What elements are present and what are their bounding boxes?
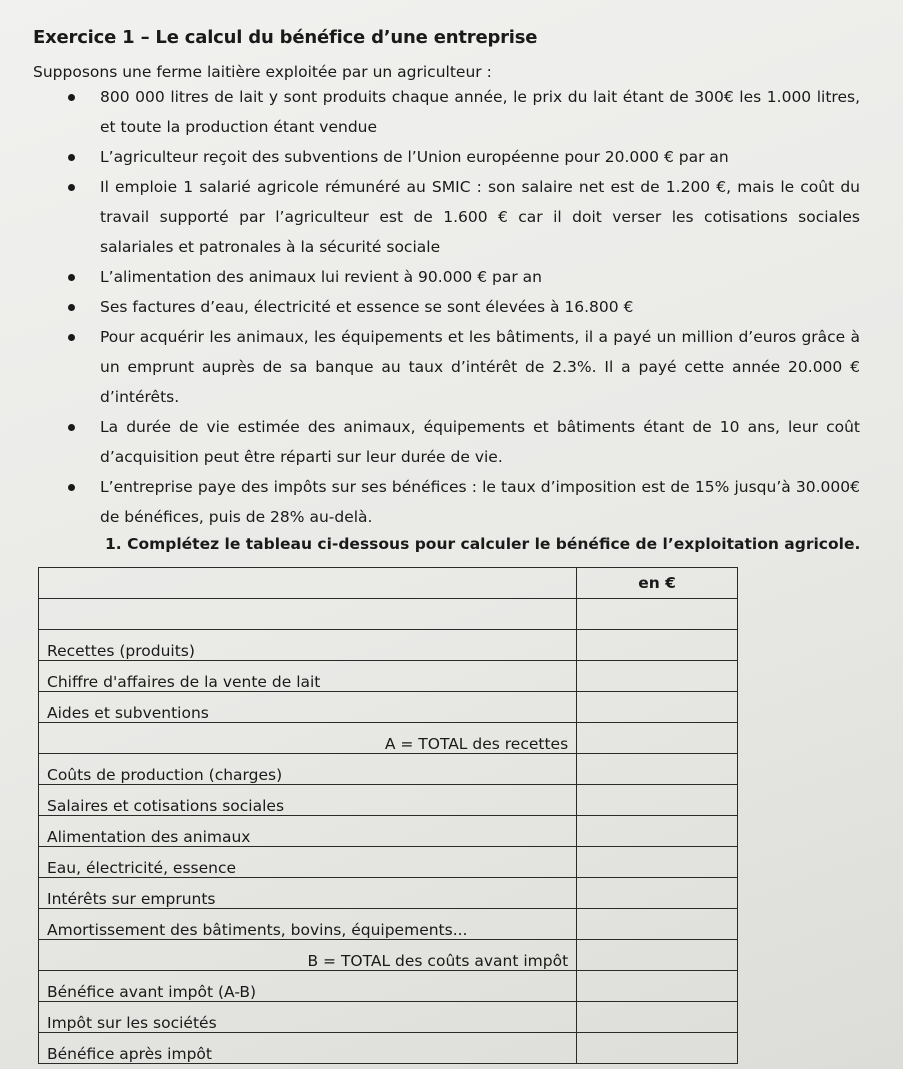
fact-utilities: Ses factures d’eau, électricité et essence se sont élevées à 16.800 € bbox=[60, 292, 860, 322]
row-label-blank bbox=[39, 599, 577, 630]
table-row bbox=[39, 692, 738, 723]
row-label-recettes: Recettes (produits) bbox=[39, 630, 577, 661]
table-row bbox=[39, 971, 738, 1002]
table-row bbox=[39, 878, 738, 909]
value-cell-amortissement[interactable] bbox=[577, 909, 738, 940]
row-label-impot: Impôt sur les sociétés bbox=[39, 1002, 577, 1033]
table-row bbox=[39, 940, 738, 971]
value-cell-chiffre-affaires[interactable] bbox=[577, 661, 738, 692]
table-row bbox=[39, 909, 738, 940]
row-label-couts: Coûts de production (charges) bbox=[39, 754, 577, 785]
value-cell-salaires[interactable] bbox=[577, 785, 738, 816]
value-cell-blank[interactable] bbox=[577, 599, 738, 630]
table-header-label-cell bbox=[39, 568, 577, 599]
fact-eu-subsidies: L’agriculteur reçoit des subventions de l’Union européenne pour 20.000 € par an bbox=[60, 142, 860, 172]
fact-depreciation: La durée de vie estimée des animaux, équipements et bâtiments étant de 10 ans, leur coût d’acquisition peut être réparti sur leur durée de vie. bbox=[60, 412, 860, 472]
table-row bbox=[39, 847, 738, 878]
value-cell-benefice-avant[interactable] bbox=[577, 971, 738, 1002]
table-row bbox=[39, 754, 738, 785]
question-1: 1. Complétez le tableau ci-dessous pour calculer le bénéfice de l’exploitation agricole. bbox=[105, 535, 861, 553]
exercise-intro: Supposons une ferme laitière exploitée par un agriculteur : bbox=[33, 63, 492, 81]
row-label-total-recettes: A = TOTAL des recettes bbox=[39, 723, 577, 754]
fact-animal-feed: L’alimentation des animaux lui revient à 90.000 € par an bbox=[60, 262, 860, 292]
row-label-salaires: Salaires et cotisations sociales bbox=[39, 785, 577, 816]
row-label-aides: Aides et subventions bbox=[39, 692, 577, 723]
value-cell-couts[interactable] bbox=[577, 754, 738, 785]
value-cell-benefice-apres[interactable] bbox=[577, 1033, 738, 1064]
row-label-amortissement: Amortissement des bâtiments, bovins, équipements... bbox=[39, 909, 577, 940]
row-label-interets: Intérêts sur emprunts bbox=[39, 878, 577, 909]
table-row bbox=[39, 630, 738, 661]
row-label-total-couts: B = TOTAL des coûts avant impôt bbox=[39, 940, 577, 971]
row-label-benefice-apres: Bénéfice après impôt bbox=[39, 1033, 577, 1064]
facts-list bbox=[60, 82, 860, 532]
value-cell-total-recettes[interactable] bbox=[577, 723, 738, 754]
fact-employee-cost: Il emploie 1 salarié agricole rémunéré au SMIC : son salaire net est de 1.200 €, mais le coût du travail supporté par l’agriculteur est de 1.600 € car il doit verser les cotisations sociales salariales et patronales à la sécurité sociale bbox=[60, 172, 860, 262]
fact-milk-production: 800 000 litres de lait y sont produits chaque année, le prix du lait étant de 300€ les 1.000 litres, et toute la production étant vendue bbox=[60, 82, 860, 142]
table-header-row bbox=[39, 568, 738, 599]
table-row bbox=[39, 723, 738, 754]
table-row bbox=[39, 661, 738, 692]
profit-table bbox=[38, 567, 738, 1064]
fact-tax-rate: L’entreprise paye des impôts sur ses bénéfices : le taux d’imposition est de 15% jusqu’à 30.000€ de bénéfices, puis de 28% au-delà. bbox=[60, 472, 860, 532]
table-row bbox=[39, 1002, 738, 1033]
value-cell-interets[interactable] bbox=[577, 878, 738, 909]
table-row bbox=[39, 816, 738, 847]
value-cell-eau[interactable] bbox=[577, 847, 738, 878]
row-label-chiffre-affaires: Chiffre d'affaires de la vente de lait bbox=[39, 661, 577, 692]
exercise-title: Exercice 1 – Le calcul du bénéfice d’une entreprise bbox=[33, 27, 538, 48]
fact-loan-interest: Pour acquérir les animaux, les équipements et les bâtiments, il a payé un million d’euros grâce à un emprunt auprès de sa banque au taux d’intérêt de 2.3%. Il a payé cette année 20.000 € d’intérêts. bbox=[60, 322, 860, 412]
table-row bbox=[39, 785, 738, 816]
row-label-benefice-avant: Bénéfice avant impôt (A-B) bbox=[39, 971, 577, 1002]
table-header-currency: en € bbox=[577, 568, 738, 599]
value-cell-impot[interactable] bbox=[577, 1002, 738, 1033]
row-label-eau: Eau, électricité, essence bbox=[39, 847, 577, 878]
value-cell-total-couts[interactable] bbox=[577, 940, 738, 971]
value-cell-aides[interactable] bbox=[577, 692, 738, 723]
row-label-alimentation: Alimentation des animaux bbox=[39, 816, 577, 847]
value-cell-recettes[interactable] bbox=[577, 630, 738, 661]
value-cell-alimentation[interactable] bbox=[577, 816, 738, 847]
table-row bbox=[39, 1033, 738, 1064]
table-row bbox=[39, 599, 738, 630]
